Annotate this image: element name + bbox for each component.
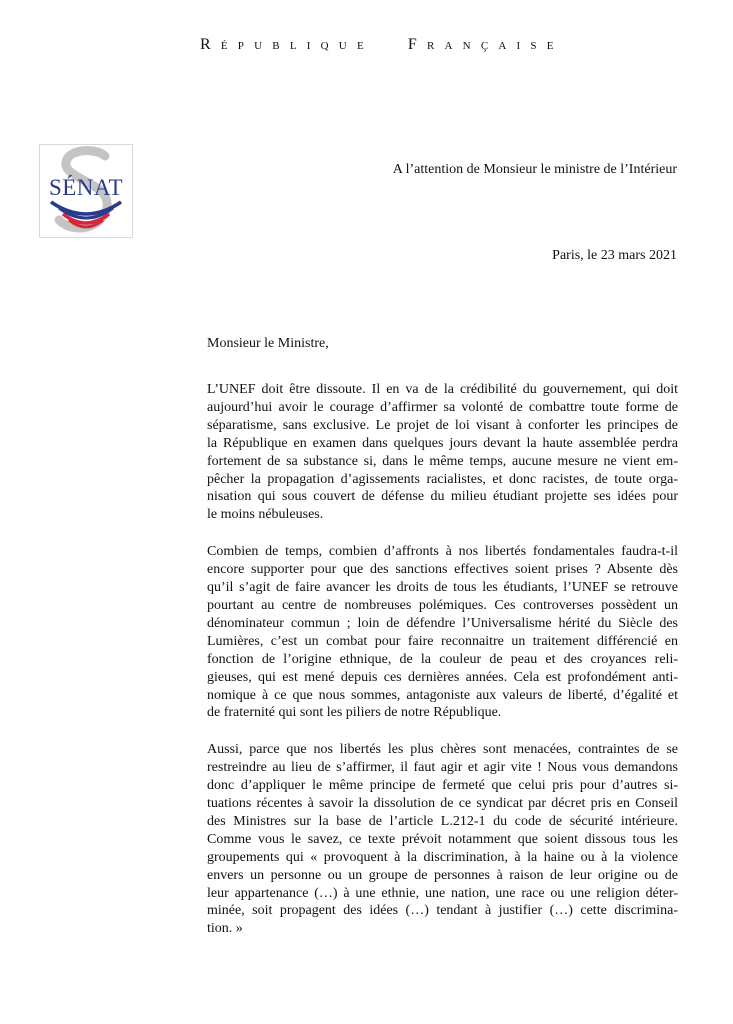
text-line: aujourd’hui avoir le courage d’affirmer sa volonté de combattre toute forme de xyxy=(207,399,678,415)
recipient-line: A l’attention de Monsieur le ministre de l’Intérieur xyxy=(392,162,677,177)
salutation: Monsieur le Ministre, xyxy=(207,336,329,351)
text-line: nomique à ce que nous sommes, antagoniste aux valeurs de liberté, d’égalité et xyxy=(207,687,678,703)
paragraph-1 xyxy=(207,381,678,524)
senat-logo-graphic xyxy=(39,144,133,238)
text-line: envers un personne ou un groupe de personnes à raison de leur origine ou de xyxy=(207,867,678,883)
text-line: dénominateur commun ; loin de défendre l’Universalisme hérité du Siècle des xyxy=(207,615,678,631)
letterhead-title xyxy=(200,36,670,54)
text-line: fortement de sa substance si, dans le même temps, aucune mesure ne vient em- xyxy=(207,453,678,469)
text-line: fonction de l’origine ethnique, de la couleur de peau et des croyances reli- xyxy=(207,651,678,667)
paragraph-3 xyxy=(207,741,678,938)
text-line: Combien de temps, combien d’affronts à nos libertés fondamentales faudra-t-il xyxy=(207,544,678,560)
text-line: groupements qui « provoquent à la discrimination, à la haine ou à la violence xyxy=(207,849,678,865)
text-line: de fraternité qui sont les piliers de notre République. xyxy=(207,705,502,721)
senat-logo xyxy=(39,144,133,238)
letterhead-word: RÉPUBLIQUE xyxy=(200,36,374,53)
text-line: minée, soit propagent des idées (…) tendant à justifier (…) cette discrimina- xyxy=(207,903,678,919)
text-line: L’UNEF doit être dissoute. Il en va de la crédibilité du gouvernement, qui doit xyxy=(207,382,678,397)
text-line: la République en examen dans quelques jours devant la haute assemblée perdra xyxy=(207,435,678,451)
text-line: leur appartenance (…) à une ethnie, une nation, une race ou une religion déter- xyxy=(207,885,678,901)
text-line: le moins nébuleuses. xyxy=(207,507,324,523)
text-line: pourtant au centre de nombreuses polémiques. Ces controverses possèdent un xyxy=(207,597,678,613)
text-line: donc d’appliquer le même principe de fermeté que celui pris pour d’autres si- xyxy=(207,778,678,794)
text-line: nisation qui sous couvert de défense du milieu étudiant projette ses idées pour xyxy=(207,489,678,505)
text-line: Aussi, parce que nos libertés les plus chères sont menacées, contraintes de se xyxy=(207,742,678,758)
text-line: restreindre au lieu de s’affirmer, il faut agir et agir vite ! Nous vous demandons xyxy=(207,760,678,776)
paragraph-2 xyxy=(207,543,678,722)
text-line: tuations récentes à savoir la dissolution de ce syndicat par décret pris en Conseil xyxy=(207,796,678,812)
text-line: gieuses, qui est mené depuis ces dernières années. Cela est profondément anti- xyxy=(207,669,678,685)
text-line: encore supporter pour que des sanctions effectives soient prises ? Absente dès xyxy=(207,562,678,578)
text-line: Comme vous le savez, ce texte prévoit notamment que soient dissous tous les xyxy=(207,831,678,847)
text-line: Lumières, c’est un combat pour faire reconnaitre un traitement différencié en xyxy=(207,633,678,649)
text-line: tion. » xyxy=(207,921,243,937)
letterhead-word: FRANÇAISE xyxy=(407,36,564,53)
date-line: Paris, le 23 mars 2021 xyxy=(552,248,677,263)
logo-wordmark: SÉNAT xyxy=(48,175,124,200)
text-line: qu’il s’agit de faire avancer les droits de tous les étudiants, l’UNEF se retrouve xyxy=(207,580,678,596)
text-line: pêcher la propagation d’agissements racialistes, et donc racistes, de toute orga- xyxy=(207,471,678,487)
letter-body xyxy=(207,381,678,957)
text-line: des Ministres sur la base de l’article L.212-1 du code de sécurité intérieure. xyxy=(207,813,678,829)
text-line: séparatisme, sans exclusive. Le projet de loi visant à conforter les principes de xyxy=(207,417,678,433)
